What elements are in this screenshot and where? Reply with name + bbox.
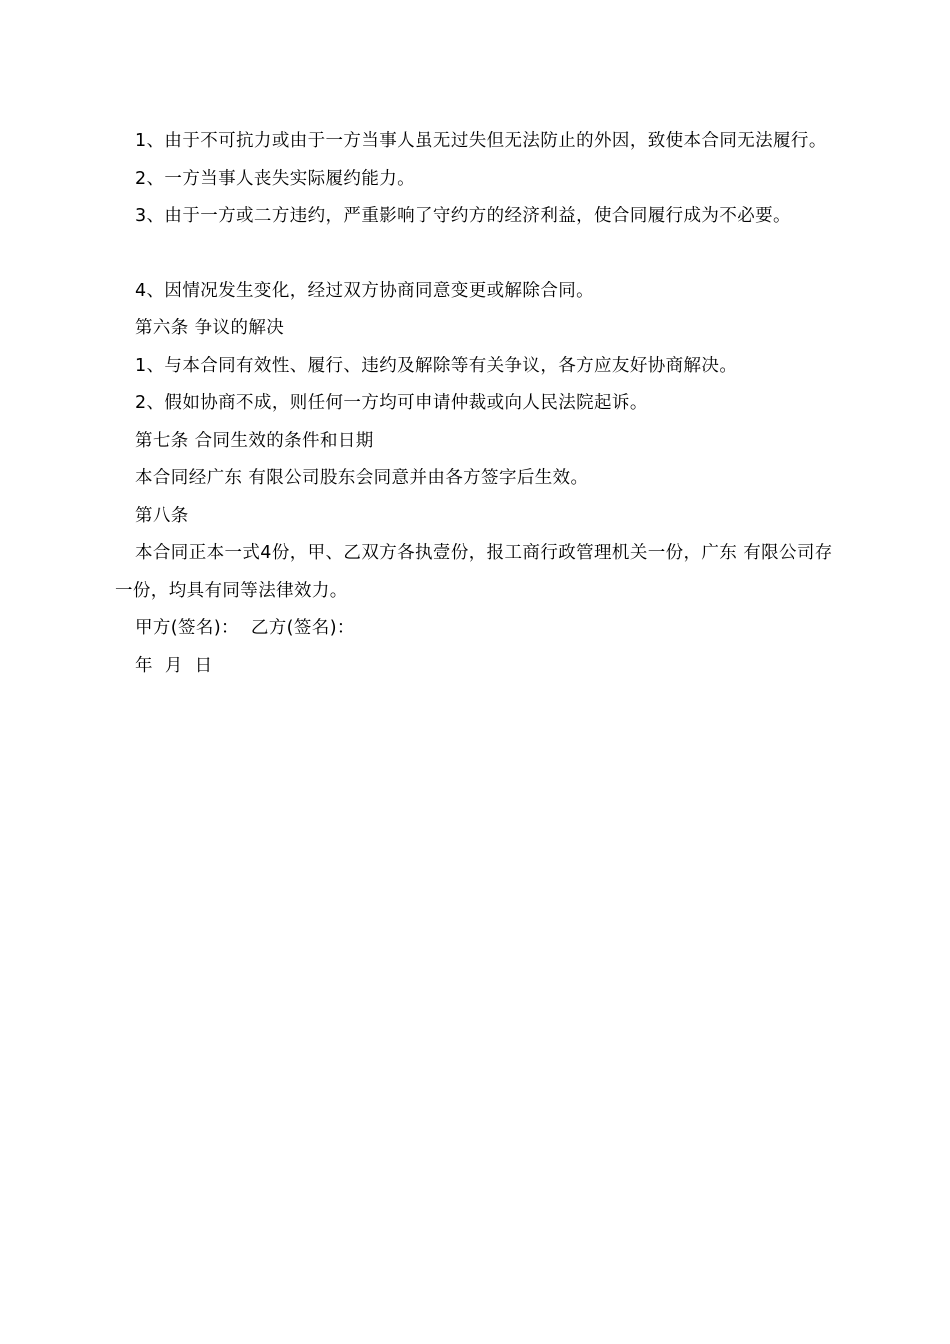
document-body	[115, 123, 837, 685]
article-6-item-2: 2、假如协商不成，则任何一方均可申请仲裁或向人民法院起诉。	[135, 393, 648, 413]
clause-item-4: 4、因情况发生变化，经过双方协商同意变更或解除合同。	[135, 280, 595, 301]
clause-item-1: 1、由于不可抗力或由于一方当事人虽无过失但无法防止的外因，致使本合同无法履行。	[135, 131, 827, 151]
paragraph-spacer	[115, 236, 837, 273]
article-6-heading: 第六条 争议的解决	[135, 318, 285, 338]
article-6-item-1: 1、与本合同有效性、履行、违约及解除等有关争议，各方应友好协商解决。	[135, 355, 738, 376]
clause-item-3: 3、由于一方或二方违约，严重影响了守约方的经济利益，使合同履行成为不必要。	[135, 206, 791, 226]
clause-item-2: 2、一方当事人丧失实际履约能力。	[135, 168, 416, 189]
signature-line: 甲方(签名)： 乙方(签名)：	[135, 618, 355, 638]
article-8-text: 本合同正本一式4份，甲、乙双方各执壹份，报工商行政管理机关一份，广东 有限公司存一份，均具有同等法律效力。	[115, 543, 833, 601]
article-7-heading: 第七条 合同生效的条件和日期	[135, 430, 374, 451]
article-7-text: 本合同经广东 有限公司股东会同意并由各方签字后生效。	[135, 468, 589, 488]
article-8-heading: 第八条	[135, 505, 189, 526]
date-line: 年 月 日	[135, 655, 213, 676]
